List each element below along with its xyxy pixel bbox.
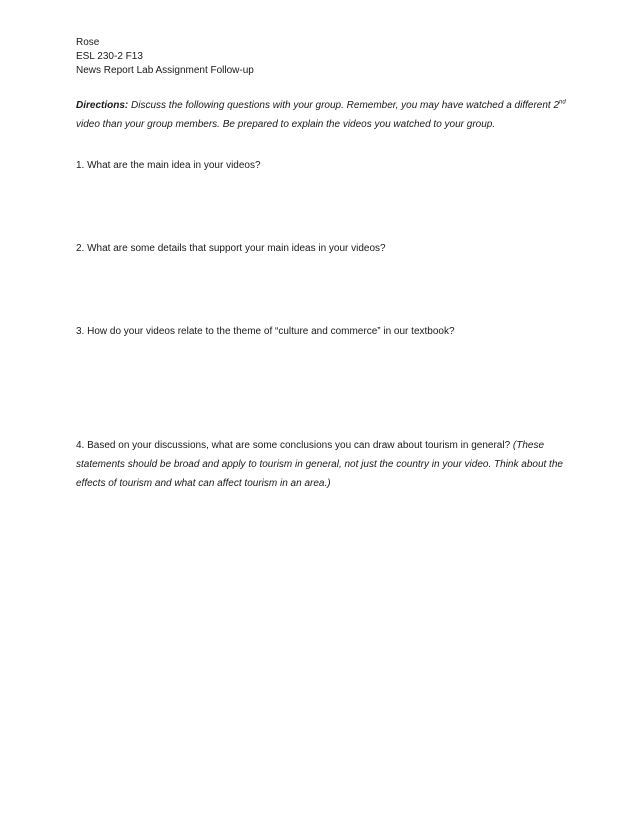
directions-label: Directions: [76,100,129,111]
assignment-title: News Report Lab Assignment Follow-up [76,65,254,76]
question-2 [76,239,566,258]
course-code: ESL 230-2 F13 [76,51,143,62]
question-4 [76,436,566,493]
question-1 [76,156,566,175]
document-header [76,36,254,78]
question-3 [76,322,566,341]
student-name: Rose [76,37,100,48]
ordinal-superscript: nd [559,99,566,106]
question-1-text: 1. What are the main idea in your videos? [76,160,261,171]
question-3-text: 3. How do your videos relate to the theme of “culture and commerce” in our textbook? [76,326,455,337]
question-2-text: 2. What are some details that support your main ideas in your videos? [76,243,386,254]
directions-text-part2: video than your group members. Be prepared to explain the videos you watched to your group. [76,119,496,130]
directions-text-part1: Discuss the following questions with your group. Remember, you may have watched a different 2 [128,100,560,111]
question-4-note: (These statements should be broad and apply to tourism in general, not just the country in your video. Think about the effects of tourism and what can affect tourism in an area.) [76,440,563,489]
question-4-text: 4. Based on your discussions, what are some conclusions you can draw about tourism in general? [76,440,513,451]
directions-paragraph [76,96,566,134]
